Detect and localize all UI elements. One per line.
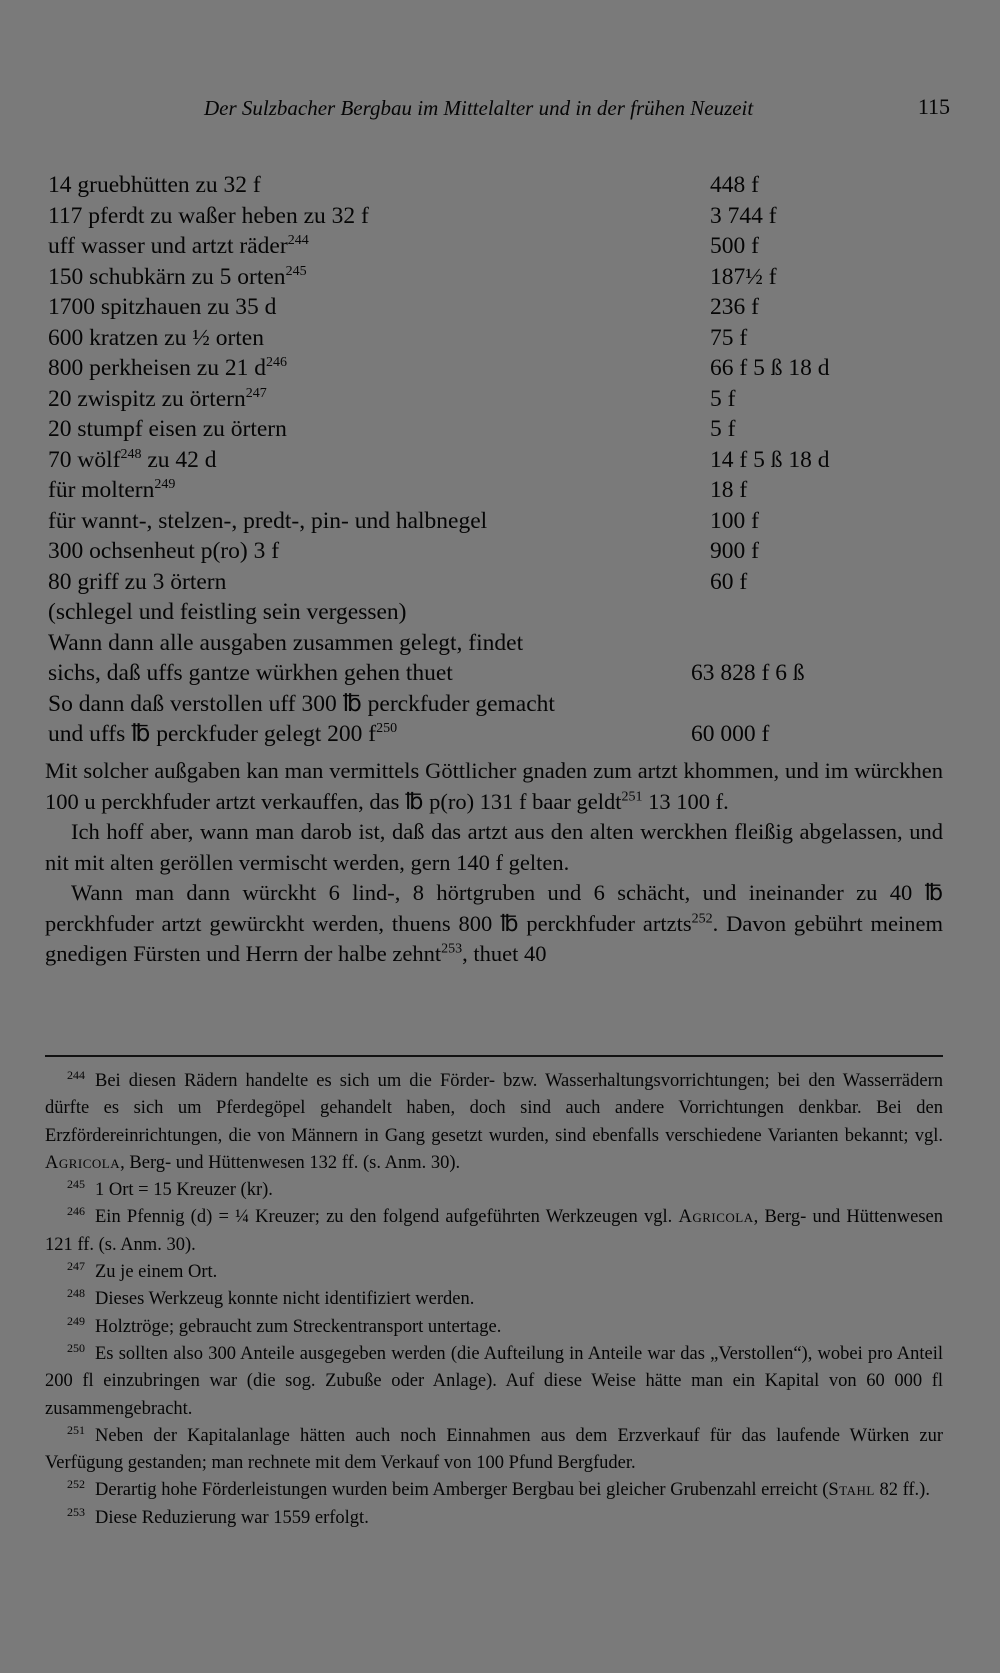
ledger-row: [48, 323, 908, 354]
ledger-item: 80 griff zu 3 örtern: [48, 568, 227, 595]
footnote-ref: 253: [441, 941, 463, 957]
ledger-item: 20 stumpf eisen zu örtern: [48, 416, 287, 442]
summary-line: [48, 628, 908, 659]
ledger-amount: 900 f: [710, 538, 759, 564]
page-number: 115: [917, 94, 950, 119]
ledger-item: 20 zwispitz zu örtern$^{247}$: [48, 385, 267, 412]
capital-amount: 60 000 f: [691, 721, 770, 747]
footnote-ref: 249: [154, 477, 176, 493]
footnote-number: 253: [67, 1504, 85, 1519]
ledger-row: [48, 231, 908, 262]
summary-line: [48, 689, 908, 720]
summary-text: und uffs ℔ perckfuder gelegt 200 $f^{250}$: [48, 721, 398, 747]
footnote: $^{244}$ Bei diesen Rädern handelte es sich um die Förder- bzw. Wasserhaltungsvorrichtungen; bei den Wasserrädern dürfte es sich um Pferdegöpel gehandelt haben, doch sind auch andere Vorrichtungen denkbar. Bei den Erzfördereinrichtungen, die von Männern in Gang gesetzt wurden, sind ebenfalls verschiedene Varianten bekannt; vgl. Agricola, Berg- und Hüttenwesen 132 ff. (s. Anm. 30).: [45, 1067, 943, 1173]
footnote-number: 245: [67, 1177, 85, 1192]
summary-text: sichs, daß uffs gantze würkhen gehen thuet: [48, 660, 453, 686]
footnote: $^{250}$ Es sollten also 300 Anteile ausgegeben werden (die Aufteilung in Anteile war das „Verstollen“), wobei pro Anteil 200 fl einzubringen war (die sog. Zubuße oder Anlage). Auf diese Weise hätte man ein Kapital von 60 000 fl zusammengebracht.: [45, 1340, 943, 1419]
ledger-amount: 3 744 f: [710, 202, 777, 229]
ledger-amount: 60 f: [710, 568, 748, 595]
ledger-item: für moltern$^{249}$: [48, 477, 176, 503]
ledger-row: [48, 262, 908, 293]
ledger-row: [48, 201, 908, 232]
footnote-number: 244: [67, 1067, 85, 1082]
ledger-item: 70 wölf$^{248}$ zu 42 d: [48, 446, 217, 473]
ledger-row: [48, 292, 908, 323]
footnote: $^{248}$ Dieses Werkzeug konnte nicht identifiziert werden.: [67, 1286, 475, 1310]
ledger-amount: 236 f: [710, 294, 759, 320]
body-text: [45, 756, 943, 970]
ledger-item: 14 gruebhütten zu 32 f: [48, 172, 261, 198]
summary-text: Wann dann alle ausgaben zusammen gelegt, findet: [48, 629, 524, 656]
footnote-ref: 252: [691, 911, 713, 926]
ledger-item: 600 kratzen zu ½ orten: [48, 324, 264, 351]
footnote: $^{251}$ Neben der Kapitalanlage hätten auch noch Einnahmen aus dem Erzverkauf für das laufende Würken zur Verfügung gestanden; man rechnete mit dem Verkauf von 100 Pfund Bergfuder.: [45, 1422, 943, 1474]
ledger-amount: 66 f 5 ß 18 d: [710, 355, 830, 381]
paragraph: Mit solcher außgaben kan man vermittels Göttlicher gnaden zum artzt khommen, und im würckhen 100 u perckhfuder artzt verkauffen, das ℔ p(ro) 131 f baar geldt$^{251}$ 13 100 f.: [45, 758, 943, 814]
ledger-row: [48, 384, 908, 415]
footnote-number: 251: [67, 1422, 85, 1437]
footnote: $^{253}$ Diese Reduzierung war 1559 erfolgt.: [67, 1504, 369, 1528]
ledger-amount: 18 f: [710, 477, 748, 503]
paragraph: Ich hoff aber, wann man darob ist, daß das artzt aus den alten werckhen fleißig abgelassen, und nit mit alten geröllen vermischt werden, gern 140 f gelten.: [45, 819, 943, 875]
ledger-item: 1700 spitzhauen zu 35 d: [48, 294, 277, 320]
footnote-number: 249: [67, 1313, 85, 1328]
footnote: $^{245}$ 1 Ort = 15 Kreuzer (kr).: [67, 1177, 273, 1201]
ledger-row: [48, 414, 908, 445]
footnote-ref: 251: [621, 789, 643, 804]
footnote-ref: 248: [120, 446, 142, 462]
footnote-ref: 250: [376, 721, 398, 737]
ledger-amount: 14 f 5 ß 18 d: [710, 446, 830, 473]
ledger-amount: 5 f: [710, 385, 736, 412]
footnote: $^{247}$ Zu je einem Ort.: [67, 1258, 218, 1283]
footnote-number: 252: [67, 1477, 85, 1492]
ledger-item: uff wasser und artzt räder$^{244}$: [48, 233, 309, 259]
running-title: Der Sulzbacher Bergbau im Mittelalter und in der frühen Neuzeit: [204, 96, 754, 120]
ledger-item: für wannt-, stelzen-, predt-, pin- und halbnegel: [48, 507, 488, 534]
ledger-row: [48, 475, 908, 506]
footnote-number: 247: [67, 1258, 85, 1273]
footnote-ref: 244: [287, 233, 309, 249]
expense-ledger: [48, 170, 908, 750]
summary-line: [48, 719, 908, 750]
ledger-item: 800 perkheisen zu 21 $d^{246}$: [48, 355, 287, 381]
footnote-number: 250: [67, 1340, 85, 1355]
ledger-amount: 500 f: [710, 233, 759, 259]
ledger-item: (schlegel und feistling sein vergessen): [48, 599, 407, 625]
ledger-amount: 187½ f: [710, 263, 777, 290]
ledger-row: [48, 170, 908, 201]
summary-text: So dann daß verstollen uff 300 ℔ perckfuder gemacht: [48, 690, 555, 717]
paragraph: Wann man dann würckht 6 lind-, 8 hörtgruben und 6 schächt, und ineinander zu 40 ℔ perckhfuder artzt gewürckht werden, thuens 800 ℔ perckhfuder artzts$^{252}$. Davon gebührt meinem gnedigen Fürsten und Herrn der halbe zehnt$^{253}$, thuet 40: [45, 880, 943, 966]
footnote-ref: 246: [265, 355, 287, 371]
footnotes: [45, 1068, 943, 1532]
ledger-row: [48, 567, 908, 598]
footnote-number: 248: [67, 1286, 85, 1301]
ledger-row: [48, 506, 908, 537]
ledger-item: 117 pferdt zu waßer heben zu 32 f: [48, 202, 369, 229]
ledger-item: 300 ochsenheut p(ro) 3 f: [48, 538, 280, 564]
total-amount: 63 828 f 6 ß: [691, 660, 805, 686]
footnote-number: 246: [67, 1204, 85, 1219]
footnote-ref: 247: [245, 385, 267, 401]
footnote: $^{246}$ Ein Pfennig (d) = ¼ Kreuzer; zu den folgend aufgeführten Werkzeugen vgl. Agricola, Berg- und Hüttenwesen 121 ff. (s. Anm. 30).: [45, 1204, 943, 1255]
footnote-ref: 245: [285, 263, 307, 279]
footnote-separator: [45, 1055, 943, 1057]
ledger-amount: 75 f: [710, 324, 748, 351]
ledger-row: [48, 536, 908, 567]
ledger-item: 150 schubkärn zu 5 orten$^{245}$: [48, 263, 307, 290]
ledger-amount: 5 f: [710, 416, 736, 442]
ledger-row: [48, 445, 908, 476]
ledger-amount: 100 f: [710, 507, 759, 534]
ledger-row: [48, 597, 908, 628]
ledger-amount: 448 f: [710, 172, 759, 198]
ledger-row: [48, 353, 908, 384]
footnote: $^{249}$ Holztröge; gebraucht zum Streckentransport untertage.: [67, 1313, 502, 1337]
summary-line: [48, 658, 908, 689]
footnote: $^{252}$ Derartig hohe Förderleistungen wurden beim Amberger Bergbau bei gleicher Grubenzahl erreicht (Stahl 82 ff.).: [67, 1477, 930, 1501]
running-header: [200, 92, 950, 122]
